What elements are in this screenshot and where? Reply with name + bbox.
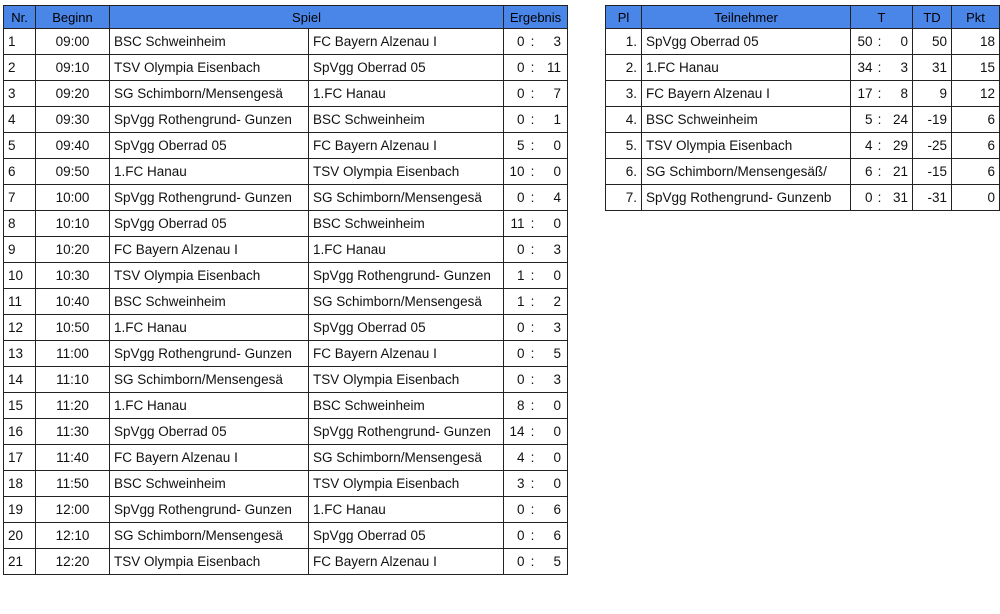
match-nr: 12	[4, 315, 36, 341]
score-away: 5	[553, 346, 562, 361]
score-separator: :	[530, 34, 535, 49]
match-score	[504, 29, 568, 55]
match-nr: 17	[4, 445, 36, 471]
score-away: 5	[553, 554, 562, 569]
standings-place: 6.	[606, 159, 642, 185]
match-nr: 13	[4, 341, 36, 367]
match-row	[4, 471, 568, 497]
match-nr: 20	[4, 523, 36, 549]
score-away: 3	[553, 34, 562, 49]
score-away: 0	[553, 164, 562, 179]
goals-separator: :	[877, 34, 882, 49]
match-time: 09:40	[36, 133, 110, 159]
match-nr: 21	[4, 549, 36, 575]
score-home: 0	[517, 60, 525, 75]
match-row	[4, 393, 568, 419]
standings-points: 6	[952, 107, 1000, 133]
match-away-team: SpVgg Oberrad 05	[309, 523, 504, 549]
score-separator: :	[530, 86, 535, 101]
match-score	[504, 81, 568, 107]
match-nr: 4	[4, 107, 36, 133]
header-td: TD	[913, 6, 952, 29]
score-separator: :	[530, 320, 535, 335]
match-home-team: SpVgg Oberrad 05	[110, 133, 309, 159]
score-home: 0	[517, 320, 525, 335]
match-time: 12:00	[36, 497, 110, 523]
standings-row	[606, 159, 1000, 185]
standings-goals	[851, 185, 913, 211]
match-time: 09:00	[36, 29, 110, 55]
match-nr: 15	[4, 393, 36, 419]
match-score	[504, 367, 568, 393]
standings-goals	[851, 81, 913, 107]
standings-team: TSV Olympia Eisenbach	[642, 133, 851, 159]
standings-place: 7.	[606, 185, 642, 211]
match-nr: 16	[4, 419, 36, 445]
score-away: 2	[553, 294, 562, 309]
standings-goal-difference: 31	[913, 55, 952, 81]
header-pl: Pl	[606, 6, 642, 29]
match-score	[504, 185, 568, 211]
match-score	[504, 341, 568, 367]
goals-separator: :	[877, 138, 882, 153]
match-time: 11:10	[36, 367, 110, 393]
score-home: 1	[517, 294, 525, 309]
matches-table	[3, 5, 568, 575]
score-away: 0	[553, 398, 562, 413]
match-score	[504, 263, 568, 289]
match-row	[4, 341, 568, 367]
match-home-team: SpVgg Rothengrund- Gunzen	[110, 497, 309, 523]
match-away-team: SG Schimborn/Mensengesä	[309, 289, 504, 315]
score-home: 10	[509, 164, 525, 179]
goals-separator: :	[877, 190, 882, 205]
match-nr: 10	[4, 263, 36, 289]
match-row	[4, 549, 568, 575]
match-nr: 9	[4, 237, 36, 263]
score-home: 11	[510, 216, 525, 231]
match-score	[504, 497, 568, 523]
standings-goal-difference: -15	[913, 159, 952, 185]
score-home: 1	[517, 268, 525, 283]
score-home: 0	[517, 502, 525, 517]
match-away-team: 1.FC Hanau	[309, 81, 504, 107]
match-away-team: BSC Schweinheim	[309, 393, 504, 419]
match-nr: 14	[4, 367, 36, 393]
score-separator: :	[530, 216, 535, 231]
match-score	[504, 159, 568, 185]
match-time: 10:50	[36, 315, 110, 341]
standings-team: SpVgg Rothengrund- Gunzenb	[642, 185, 851, 211]
match-away-team: FC Bayern Alzenau I	[309, 341, 504, 367]
standings-place: 3.	[606, 81, 642, 107]
score-home: 8	[517, 398, 525, 413]
score-separator: :	[530, 294, 535, 309]
goals-against: 29	[892, 138, 908, 153]
goals-for: 17	[857, 86, 873, 101]
match-row	[4, 237, 568, 263]
match-score	[504, 445, 568, 471]
match-score	[504, 315, 568, 341]
match-row	[4, 55, 568, 81]
match-row	[4, 419, 568, 445]
score-separator: :	[530, 554, 535, 569]
header-pkt: Pkt	[952, 6, 1000, 29]
goals-separator: :	[877, 86, 882, 101]
header-beginn: Beginn	[36, 6, 110, 29]
standings-goals	[851, 29, 913, 55]
match-time: 10:30	[36, 263, 110, 289]
match-home-team: BSC Schweinheim	[110, 471, 309, 497]
score-away: 6	[553, 502, 562, 517]
match-away-team: 1.FC Hanau	[309, 237, 504, 263]
match-nr: 11	[4, 289, 36, 315]
goals-for: 34	[857, 60, 873, 75]
header-spiel: Spiel	[110, 6, 504, 29]
standings-place: 5.	[606, 133, 642, 159]
score-separator: :	[530, 372, 535, 387]
match-row	[4, 289, 568, 315]
goals-separator: :	[877, 164, 882, 179]
match-score	[504, 55, 568, 81]
score-separator: :	[530, 450, 535, 465]
standings-goals	[851, 133, 913, 159]
match-row	[4, 185, 568, 211]
score-separator: :	[530, 268, 535, 283]
goals-for: 5	[864, 112, 873, 127]
standings-table	[605, 5, 1000, 211]
standings-row	[606, 81, 1000, 107]
match-score	[504, 133, 568, 159]
match-away-team: SpVgg Rothengrund- Gunzen	[309, 419, 504, 445]
match-nr: 7	[4, 185, 36, 211]
match-time: 10:10	[36, 211, 110, 237]
match-score	[504, 237, 568, 263]
match-nr: 2	[4, 55, 36, 81]
match-home-team: SpVgg Rothengrund- Gunzen	[110, 185, 309, 211]
standings-goal-difference: -31	[913, 185, 952, 211]
match-away-team: SpVgg Oberrad 05	[309, 315, 504, 341]
standings-points: 6	[952, 133, 1000, 159]
match-row	[4, 107, 568, 133]
match-time: 10:40	[36, 289, 110, 315]
match-home-team: SpVgg Oberrad 05	[110, 211, 309, 237]
match-time: 11:00	[36, 341, 110, 367]
match-score	[504, 107, 568, 133]
match-home-team: SG Schimborn/Mensengesä	[110, 367, 309, 393]
score-away: 0	[553, 216, 562, 231]
score-home: 4	[517, 450, 525, 465]
match-away-team: FC Bayern Alzenau I	[309, 29, 504, 55]
standings-points: 15	[952, 55, 1000, 81]
score-separator: :	[530, 190, 535, 205]
match-time: 11:20	[36, 393, 110, 419]
match-home-team: 1.FC Hanau	[110, 315, 309, 341]
match-score	[504, 471, 568, 497]
match-away-team: BSC Schweinheim	[309, 107, 504, 133]
goals-against: 0	[900, 34, 908, 49]
match-row	[4, 367, 568, 393]
goals-separator: :	[877, 60, 882, 75]
score-away: 4	[553, 190, 562, 205]
header-nr: Nr.	[4, 6, 36, 29]
score-away: 0	[553, 476, 562, 491]
match-nr: 8	[4, 211, 36, 237]
standings-place: 1.	[606, 29, 642, 55]
match-away-team: FC Bayern Alzenau I	[309, 549, 504, 575]
standings-team: SG Schimborn/Mensengesäß/	[642, 159, 851, 185]
match-home-team: FC Bayern Alzenau I	[110, 237, 309, 263]
score-home: 14	[509, 424, 525, 439]
match-nr: 3	[4, 81, 36, 107]
standings-row	[606, 55, 1000, 81]
standings-team: BSC Schweinheim	[642, 107, 851, 133]
standings-team: 1.FC Hanau	[642, 55, 851, 81]
match-time: 10:00	[36, 185, 110, 211]
match-nr: 19	[4, 497, 36, 523]
match-time: 11:30	[36, 419, 110, 445]
match-time: 11:50	[36, 471, 110, 497]
match-time: 09:50	[36, 159, 110, 185]
standings-goal-difference: 50	[913, 29, 952, 55]
score-home: 0	[517, 86, 525, 101]
goals-for: 50	[857, 34, 873, 49]
goals-for: 4	[864, 138, 873, 153]
standings-row	[606, 185, 1000, 211]
match-row	[4, 523, 568, 549]
standings-team: SpVgg Oberrad 05	[642, 29, 851, 55]
match-away-team: SG Schimborn/Mensengesä	[309, 445, 504, 471]
score-separator: :	[530, 424, 535, 439]
match-nr: 18	[4, 471, 36, 497]
standings-goals	[851, 55, 913, 81]
match-score	[504, 419, 568, 445]
match-home-team: BSC Schweinheim	[110, 289, 309, 315]
standings-points: 6	[952, 159, 1000, 185]
match-away-team: SG Schimborn/Mensengesä	[309, 185, 504, 211]
match-away-team: 1.FC Hanau	[309, 497, 504, 523]
match-time: 09:30	[36, 107, 110, 133]
match-time: 09:20	[36, 81, 110, 107]
match-row	[4, 211, 568, 237]
standings-row	[606, 107, 1000, 133]
score-home: 3	[517, 476, 525, 491]
score-away: 0	[553, 450, 562, 465]
standings-goals	[851, 107, 913, 133]
match-score	[504, 211, 568, 237]
matches-header-row	[4, 6, 568, 29]
score-away: 0	[553, 424, 562, 439]
match-home-team: TSV Olympia Eisenbach	[110, 549, 309, 575]
score-home: 0	[517, 346, 525, 361]
match-score	[504, 549, 568, 575]
standings-points: 12	[952, 81, 1000, 107]
score-home: 0	[517, 190, 525, 205]
score-away: 6	[553, 528, 562, 543]
match-away-team: BSC Schweinheim	[309, 211, 504, 237]
header-ergebnis: Ergebnis	[504, 6, 568, 29]
match-home-team: TSV Olympia Eisenbach	[110, 55, 309, 81]
match-row	[4, 315, 568, 341]
score-away: 3	[553, 372, 562, 387]
score-separator: :	[530, 60, 535, 75]
score-separator: :	[530, 242, 535, 257]
standings-goal-difference: -19	[913, 107, 952, 133]
standings-goals	[851, 159, 913, 185]
score-away: 3	[553, 242, 562, 257]
score-separator: :	[530, 138, 535, 153]
match-home-team: SG Schimborn/Mensengesä	[110, 523, 309, 549]
score-away: 3	[553, 320, 562, 335]
match-time: 12:20	[36, 549, 110, 575]
match-away-team: SpVgg Rothengrund- Gunzen	[309, 263, 504, 289]
score-separator: :	[530, 528, 535, 543]
score-away: 0	[553, 268, 562, 283]
score-separator: :	[530, 346, 535, 361]
match-time: 12:10	[36, 523, 110, 549]
goals-against: 21	[892, 164, 908, 179]
goals-against: 3	[900, 60, 908, 75]
score-home: 5	[517, 138, 525, 153]
match-row	[4, 445, 568, 471]
score-home: 0	[517, 554, 525, 569]
standings-place: 2.	[606, 55, 642, 81]
score-away: 0	[553, 138, 562, 153]
match-home-team: 1.FC Hanau	[110, 393, 309, 419]
match-home-team: SG Schimborn/Mensengesä	[110, 81, 309, 107]
match-nr: 1	[4, 29, 36, 55]
goals-against: 31	[892, 190, 908, 205]
standings-header-row	[606, 6, 1000, 29]
score-home: 0	[517, 372, 525, 387]
standings-points: 18	[952, 29, 1000, 55]
goals-against: 8	[900, 86, 908, 101]
standings-points: 0	[952, 185, 1000, 211]
goals-for: 6	[864, 164, 873, 179]
score-away: 11	[547, 60, 562, 75]
match-away-team: TSV Olympia Eisenbach	[309, 471, 504, 497]
match-row	[4, 159, 568, 185]
match-row	[4, 81, 568, 107]
standings-goal-difference: 9	[913, 81, 952, 107]
match-home-team: 1.FC Hanau	[110, 159, 309, 185]
match-home-team: BSC Schweinheim	[110, 29, 309, 55]
score-home: 0	[517, 112, 525, 127]
score-separator: :	[530, 164, 535, 179]
match-score	[504, 523, 568, 549]
score-home: 0	[517, 528, 525, 543]
match-away-team: SpVgg Oberrad 05	[309, 55, 504, 81]
goals-separator: :	[877, 112, 882, 127]
match-home-team: SpVgg Oberrad 05	[110, 419, 309, 445]
match-home-team: FC Bayern Alzenau I	[110, 445, 309, 471]
match-row	[4, 29, 568, 55]
score-away: 7	[553, 86, 562, 101]
match-score	[504, 393, 568, 419]
score-away: 1	[553, 112, 562, 127]
header-t: T	[851, 6, 913, 29]
standings-row	[606, 133, 1000, 159]
match-home-team: TSV Olympia Eisenbach	[110, 263, 309, 289]
match-nr: 5	[4, 133, 36, 159]
match-away-team: FC Bayern Alzenau I	[309, 133, 504, 159]
match-score	[504, 289, 568, 315]
score-home: 0	[517, 34, 525, 49]
match-away-team: TSV Olympia Eisenbach	[309, 367, 504, 393]
match-time: 09:10	[36, 55, 110, 81]
standings-place: 4.	[606, 107, 642, 133]
match-away-team: TSV Olympia Eisenbach	[309, 159, 504, 185]
match-nr: 6	[4, 159, 36, 185]
score-separator: :	[530, 476, 535, 491]
header-teilnehmer: Teilnehmer	[642, 6, 851, 29]
standings-goal-difference: -25	[913, 133, 952, 159]
match-home-team: SpVgg Rothengrund- Gunzen	[110, 107, 309, 133]
score-separator: :	[530, 398, 535, 413]
score-separator: :	[530, 502, 535, 517]
score-separator: :	[530, 112, 535, 127]
match-row	[4, 263, 568, 289]
standings-team: FC Bayern Alzenau I	[642, 81, 851, 107]
match-time: 11:40	[36, 445, 110, 471]
standings-row	[606, 29, 1000, 55]
goals-against: 24	[892, 112, 908, 127]
match-home-team: SpVgg Rothengrund- Gunzen	[110, 341, 309, 367]
match-row	[4, 497, 568, 523]
match-time: 10:20	[36, 237, 110, 263]
match-row	[4, 133, 568, 159]
score-home: 0	[517, 242, 525, 257]
goals-for: 0	[864, 190, 873, 205]
